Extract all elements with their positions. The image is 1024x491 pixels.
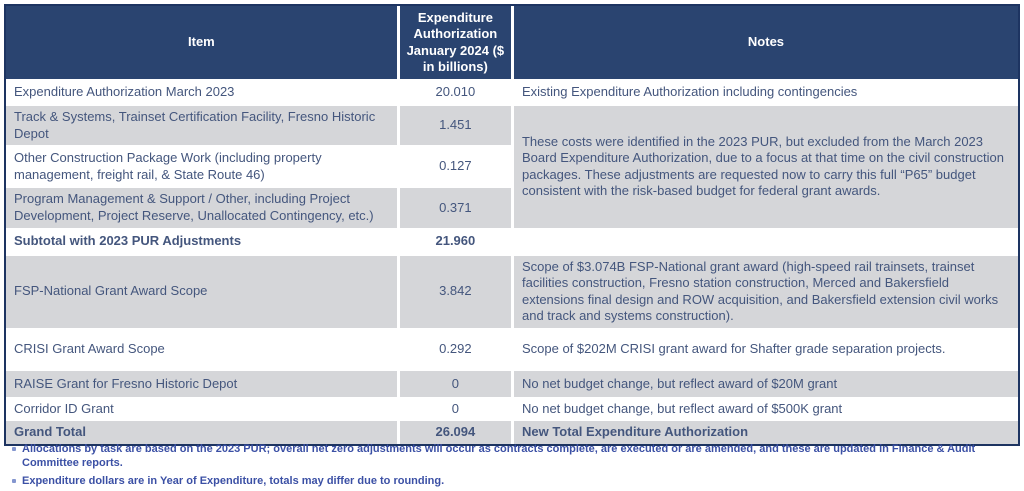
item-cell: FSP-National Grant Award Scope <box>6 256 397 329</box>
footnote-item <box>10 442 1014 471</box>
footnote-item <box>10 474 1014 488</box>
note-cell: Scope of $202M CRISI grant award for Shafter grade separation projects. <box>511 328 1018 371</box>
item-cell: Program Management & Support / Other, including Project Development, Project Reserve, Unallocated Contingency, etc.) <box>6 188 397 227</box>
item-cell: CRISI Grant Award Scope <box>6 328 397 371</box>
footnote-text: Allocations by task are based on the 2023 PUR; overall net zero adjustments will occur as contracts complete, are executed or are amended, and these are updated in Finance & Audit Committee reports. <box>22 443 976 470</box>
item-cell: Grand Total <box>6 421 397 444</box>
bullet-icon <box>12 479 16 483</box>
amount-cell: 1.451 <box>397 106 511 145</box>
table-row <box>6 397 1018 421</box>
note-cell: No net budget change, but reflect award of $20M grant <box>511 371 1018 397</box>
amount-cell: 0.292 <box>397 328 511 371</box>
column-header-notes: Notes <box>511 6 1018 79</box>
footnote-text: Expenditure dollars are in Year of Expenditure, totals may differ due to rounding. <box>22 474 445 487</box>
subtotal-row <box>6 228 1018 256</box>
amount-cell: 3.842 <box>397 256 511 329</box>
amount-cell: 0.127 <box>397 145 511 188</box>
note-cell: No net budget change, but reflect award of $500K grant <box>511 397 1018 421</box>
note-cell-merged: These costs were identified in the 2023 PUR, but excluded from the March 2023 Board Expenditure Authorization, due to a focus at that time on the civil construction packages. These adjustments are requested now to carry this full “P65” budget consistent with the risk-based budget for federal grant awards. <box>511 106 1018 228</box>
note-cell: Existing Expenditure Authorization including contingencies <box>511 79 1018 106</box>
table-row <box>6 371 1018 397</box>
item-cell: RAISE Grant for Fresno Historic Depot <box>6 371 397 397</box>
amount-cell: 0 <box>397 371 511 397</box>
note-cell <box>511 228 1018 256</box>
header-row <box>6 6 1018 79</box>
item-cell: Other Construction Package Work (including property management, freight rail, & State Route 46) <box>6 145 397 188</box>
column-header-item: Item <box>6 6 397 79</box>
item-cell: Corridor ID Grant <box>6 397 397 421</box>
expenditure-authorization-table <box>4 4 1020 446</box>
table-row <box>6 328 1018 371</box>
amount-cell: 21.960 <box>397 228 511 256</box>
table-row <box>6 79 1018 106</box>
note-cell: New Total Expenditure Authorization <box>511 421 1018 444</box>
table-row <box>6 256 1018 329</box>
amount-cell: 20.010 <box>397 79 511 106</box>
amount-cell: 0 <box>397 397 511 421</box>
amount-cell: 0.371 <box>397 188 511 227</box>
item-cell: Subtotal with 2023 PUR Adjustments <box>6 228 397 256</box>
column-header-amount: Expenditure Authorization January 2024 ($ in billions) <box>397 6 511 79</box>
note-cell: Scope of $3.074B FSP-National grant award (high-speed rail trainsets, trainset facilities construction, Fresno station construction, Merced and Bakersfield extensions final design and ROW acquisition, and Bakersfield extension civil works and track and systems construction). <box>511 256 1018 329</box>
amount-cell: 26.094 <box>397 421 511 444</box>
item-cell: Track & Systems, Trainset Certification Facility, Fresno Historic Depot <box>6 106 397 145</box>
item-cell: Expenditure Authorization March 2023 <box>6 79 397 106</box>
table-row <box>6 106 1018 145</box>
grand-total-row <box>6 421 1018 444</box>
footnotes <box>10 442 1014 491</box>
bullet-icon <box>12 447 16 451</box>
